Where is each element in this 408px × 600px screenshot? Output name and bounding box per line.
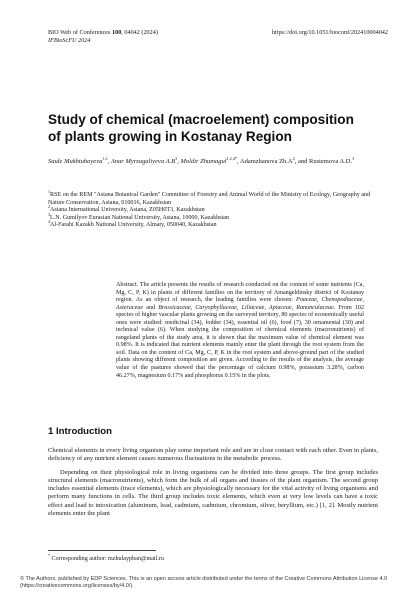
author-list: Saule Mukhtubayeva$^{1,2}$, Anar Myrzagaliyeva $A.B^3$, Moldir Zhumagul$^{1,2,4*}$, Adamzhanova $Zh.A^2$, and Rustemova A.D.$^3$ <box>48 155 355 165</box>
journal-volume: 100 <box>112 29 122 36</box>
abstract-text: The article presents the results of research conducted on the content of some nutrients (Ca, Mg, C, P, K) in plants of different families on the territory of Amangeldinsky district of Kostanay region. As an object of research, the leading families were chosen: <box>116 282 364 304</box>
running-header-left <box>48 29 158 45</box>
abstract-text: . From 102 species of higher vascular plants growing on the surveyed territory, 80 species of economically useful ones were studied: medicinal (34), fodder (34), essential oil (6), food (7), 30 ornamental (30) and technical value (6). When studying the composition of chemical elements (macronutrients) of rangeland plants of the study area, it is shown that the maximum value of chemical element was 0.98%. It is indicated that nutrient elements mainly enter the plant through the root system from the soil. Data on the content of Ca, Mg, C, P, K in the root system and above-ground part of the studied plants showing different composition are given. According to the results of the analysis, the average value of the pastures showed that the percentage of calcium 0.98%, potassium 3.28%, carbon 46.27%, magnesium 0.17% and phosphorus 0.15% in the plots. <box>116 304 364 379</box>
author-affil-sup: 3 <box>352 155 355 161</box>
affiliation-item <box>48 204 378 215</box>
author-name: and Rustemova A.D. <box>297 158 353 165</box>
abstract-families: Brassicaceae, Caryophyllaceae, Liliaceae, Apiaceae, Ranunculaceae <box>158 304 334 311</box>
affiliation-text: RSE on the REM "Astana Botanical Garden" Committee of Forestry and Animal World of the Ministry of Ecology, Geography and Nature Conservation, Astana, 010016, Kazakhstan <box>48 192 371 206</box>
introduction-body <box>48 447 378 524</box>
footnote-marker: * <box>48 553 50 558</box>
affiliation-item <box>48 189 378 210</box>
affiliation-item <box>48 211 378 223</box>
affiliation-sup: 3 <box>48 211 50 217</box>
author-affil-sup: 3 <box>175 155 178 161</box>
paper-title: Study of chemical (macroelement) composition of plants growing in Kostanay Region <box>48 112 354 144</box>
author-affil-sup: 2 <box>292 155 295 161</box>
doi-link[interactable]: https://doi.org/10.1051/bioconf/202410004042 <box>271 29 388 36</box>
body-paragraph: Chemical elements in every living organism play some important role and are in close contact with each other. Even in plants, deficiency of any nutrient element causes numerous fluctuations in the metabolic process. <box>48 447 378 463</box>
abstract-families: Poaceae, Chenopodiaceae, Asteraceae <box>116 297 364 311</box>
affiliation-sup: 1 <box>48 189 50 194</box>
article-number: , 04042 (2024) <box>121 29 158 36</box>
affiliation-list <box>48 189 378 230</box>
author-affil-sup: 1,2 <box>102 155 108 161</box>
affiliation-text: L.N. Gumilyov Eurasian National University, Astana, 10000, Kazakhstan <box>50 214 229 221</box>
footnote-text: Corresponding author: mzhulaypban@mail.ru <box>50 556 164 563</box>
body-paragraph: Depending on their physiological role in living organisms can be divided into three groups. The first group includes structural elements (macronutrients), which form the bulk of all organs and tissues of the plant organism. The second group includes essential elements (trace elements), which are physiologically necessary for the vital activity of living organisms and perform many functions in cells. The third group includes toxic elements, which even at very low levels can have a toxic effect and lead to intoxication (aluminum, lead, cadmium, cadmium, chromium, silver, beryllium, etc.) [1, 2]. Mostly nutrient elements enter the plant <box>48 469 378 517</box>
affiliation-text: Al-Farabi Kazakh National University, Almaty, 050040, Kazakhstan <box>50 222 217 229</box>
affiliation-text: Astana International University, Astana, Z05H0T3, Kazakhstan <box>50 207 205 214</box>
copyright-notice: © The Authors, published by EDP Sciences. This is an open access article distributed under the terms of the Creative Commons Attribution License 4.0 (https://creativecommons.org/licenses/by/4.0/). <box>20 576 388 590</box>
author-name: Saule Mukhtubayeva <box>48 158 103 165</box>
corresponding-author-footnote <box>48 553 164 563</box>
section-heading: 1 Introduction <box>48 426 112 437</box>
author-name: Anar Myrzagaliyeva A.B <box>110 158 176 165</box>
author-name: Adamzhanova Zh.A <box>239 158 293 165</box>
journal-name: BIO Web of Conferences <box>48 29 112 36</box>
author-name: Moldir Zhumagul <box>180 158 227 165</box>
journal-citation <box>48 29 158 37</box>
affiliation-sup: 2 <box>48 204 50 210</box>
author-affil-sup: 1,2,4* <box>226 155 237 161</box>
abstract-label: Abstract. <box>116 282 139 288</box>
abstract <box>116 282 364 380</box>
footnote-divider <box>48 550 156 551</box>
affiliation-item <box>48 219 378 230</box>
abstract-text: and <box>143 304 159 311</box>
affiliation-sup: 4 <box>48 219 50 225</box>
conference-name: IFBioScFU 2024 <box>48 37 91 44</box>
